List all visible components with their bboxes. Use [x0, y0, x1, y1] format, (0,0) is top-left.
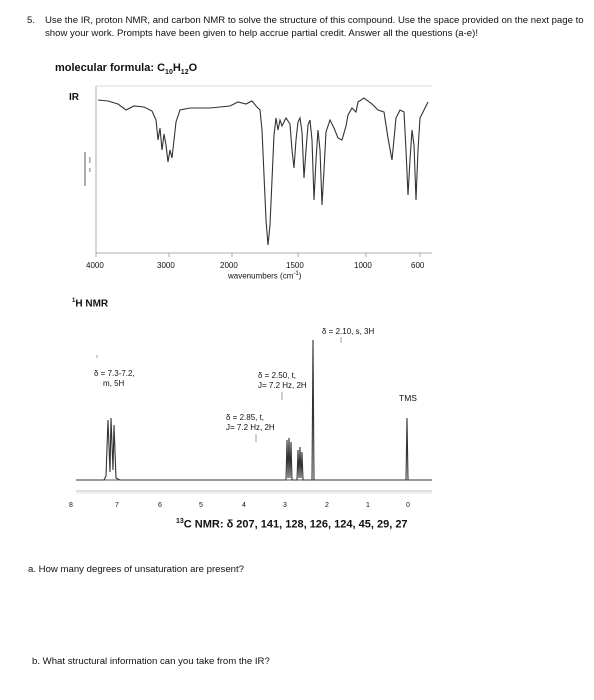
hnmr-aromatic-annotation-2: m, 5H	[103, 379, 125, 388]
hnmr-tick-1: 1	[366, 502, 370, 509]
hnmr-tick-6: 6	[158, 502, 162, 509]
formula-c-sub: 10	[165, 69, 173, 77]
formula-c: C	[157, 62, 166, 74]
ir-tick-3000: 3000	[157, 261, 175, 270]
ir-tick-4000: 4000	[86, 261, 104, 270]
hnmr-tms-annotation: TMS	[399, 393, 417, 403]
ir-tick-600: 600	[411, 261, 425, 270]
hnmr-tick-7: 7	[115, 502, 119, 509]
hnmr-t285-annotation-2: J= 7.2 Hz, 2H	[226, 423, 275, 432]
hnmr-t285-annotation-1: δ = 2.85, t,	[226, 413, 265, 422]
hnmr-pointers	[97, 337, 341, 442]
ir-tick-2000: 2000	[220, 261, 238, 270]
hnmr-tick-0: 0	[406, 502, 410, 509]
question-part-b: b. What structural information can you take from the IR?	[32, 656, 270, 667]
question-number: 5.	[27, 15, 36, 26]
hnmr-tick-5: 5	[199, 502, 203, 509]
question-part-a: a. How many degrees of unsaturation are present?	[28, 564, 244, 575]
formula-label: molecular formula:	[55, 62, 155, 74]
ir-tick-1500: 1500	[286, 261, 304, 270]
hnmr-label: $^1$H NMR	[72, 298, 109, 310]
hnmr-tick-8: 8	[69, 502, 73, 509]
hnmr-trace	[76, 340, 432, 480]
hnmr-aromatic-annotation-1: δ = 7.3-7.2,	[94, 369, 135, 378]
hnmr-t250-annotation-2: J= 7.2 Hz, 2H	[258, 381, 307, 390]
formula-o: O	[188, 62, 198, 74]
hnmr-t250-annotation-1: δ = 2.50, t,	[258, 371, 297, 380]
formula-h: H	[172, 62, 181, 74]
question-text: Use the IR, proton NMR, and carbon NMR to solve the structure of this compound. Use the space provided on the next page to show your work. Prompts have been given to help accrue partial credit. Answer all the questions (a-e)!	[45, 15, 584, 39]
formula-h-sub: 12	[180, 69, 189, 77]
hnmr-singlet-annotation: δ = 2.10, s, 3H	[322, 327, 375, 336]
ir-label: IR	[69, 92, 79, 103]
ir-tick-1000: 1000	[354, 261, 372, 270]
cnmr-data: $^{13}$C NMR: δ 207, 141, 128, 126, 124, 45, 29, 27	[176, 518, 408, 531]
ir-xlabel: wavenumbers $(cm^{-1})$	[228, 271, 302, 281]
hnmr-baseline-and-scale	[76, 480, 432, 493]
hnmr-tick-3: 3	[283, 502, 287, 509]
hnmr-tick-2: 2	[325, 502, 329, 509]
hnmr-tick-4: 4	[242, 502, 246, 509]
